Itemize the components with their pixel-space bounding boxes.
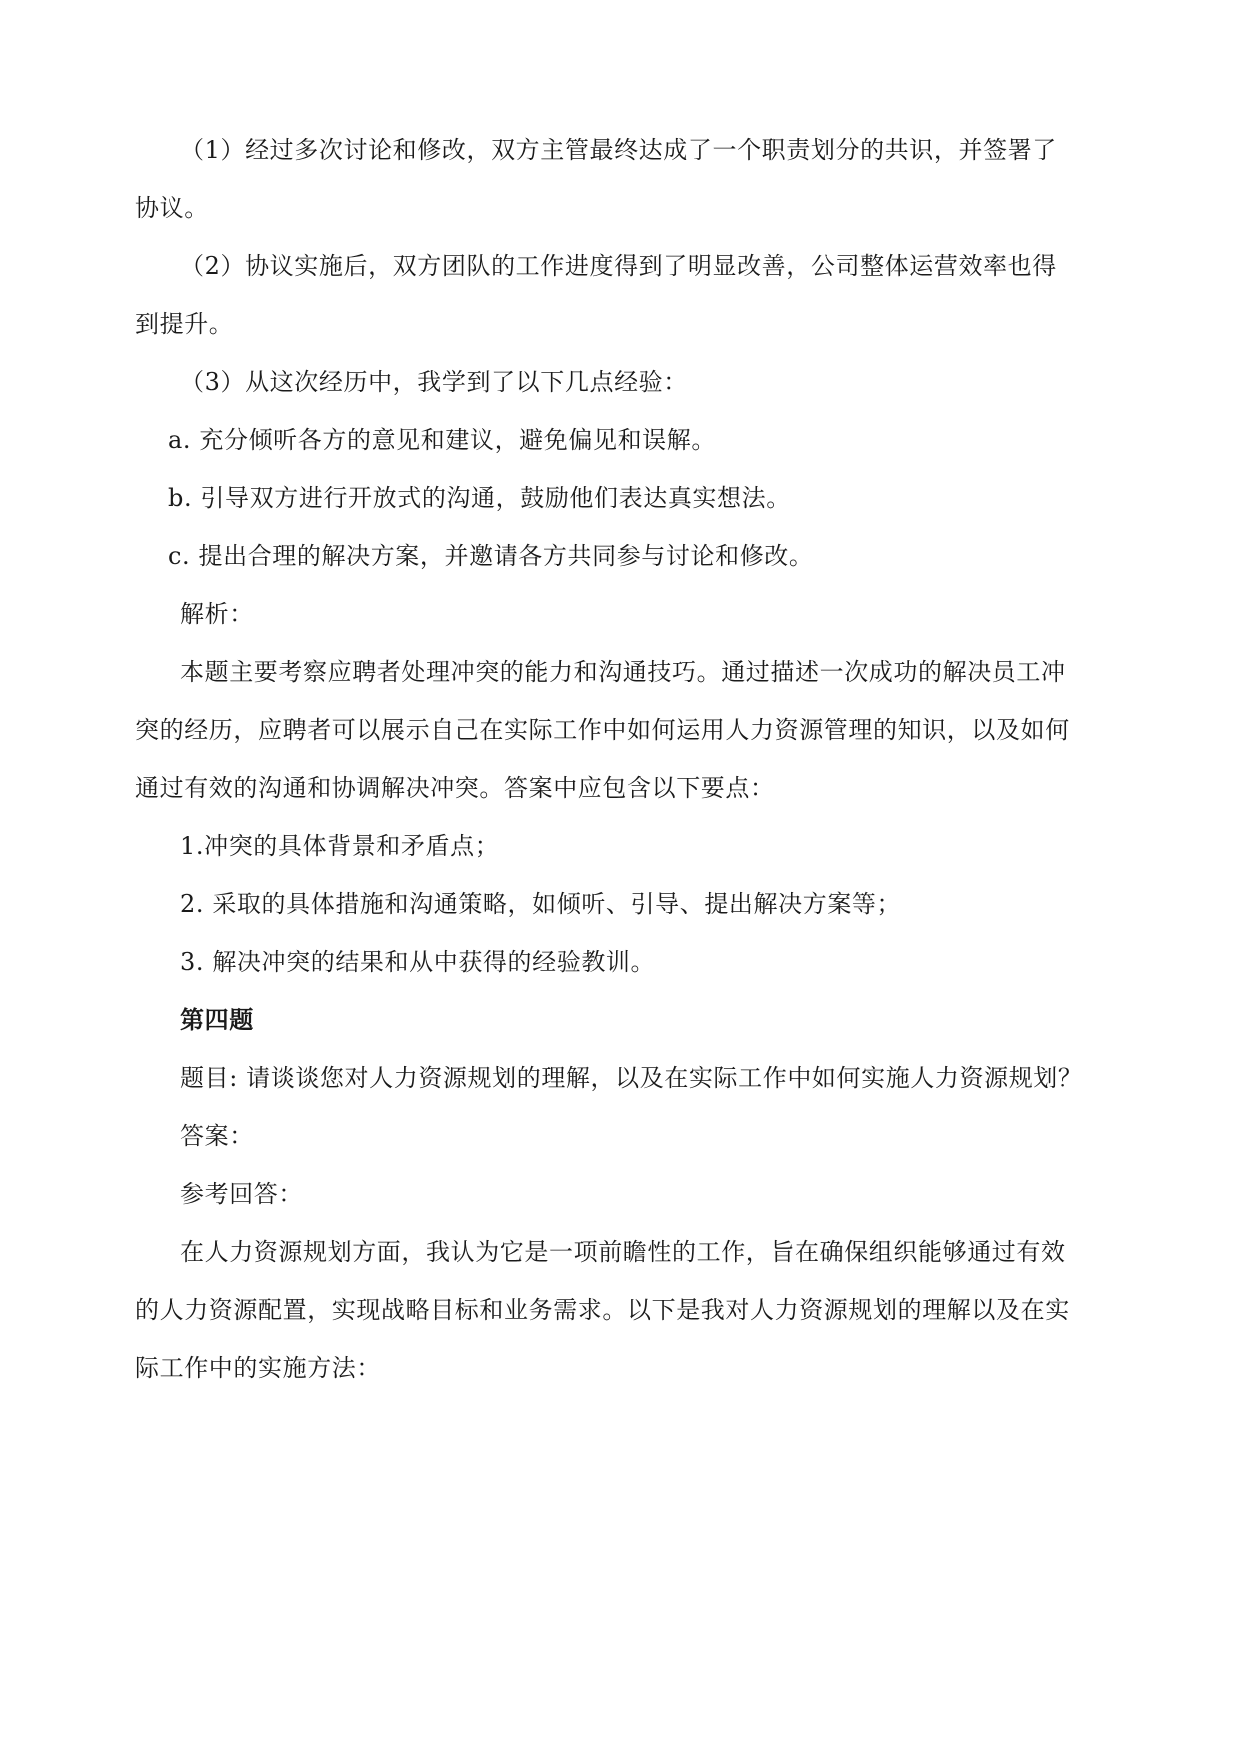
answer-line-3: 际工作中的实施方法： (135, 1354, 381, 1382)
list-item-b: b. 引导双方进行开放式的沟通，鼓励他们表达真实想法。 (168, 484, 791, 512)
point-3: 3. 解决冲突的结果和从中获得的经验教训。 (180, 948, 656, 976)
analysis-line-3: 通过有效的沟通和协调解决冲突。答案中应包含以下要点： (135, 774, 775, 802)
answer-line-1: 在人力资源规划方面，我认为它是一项前瞻性的工作，旨在确保组织能够通过有效 (180, 1238, 1066, 1266)
list-item-c: c. 提出合理的解决方案，并邀请各方共同参与讨论和修改。 (168, 542, 814, 570)
answer-label: 答案： (180, 1122, 254, 1150)
point-2: 2. 采取的具体措施和沟通策略，如倾听、引导、提出解决方案等； (180, 890, 902, 918)
paragraph-1-line-1: （1）经过多次讨论和修改，双方主管最终达成了一个职责划分的共识，并签署了 (180, 136, 1057, 164)
paragraph-1-line-2: 协议。 (135, 194, 209, 222)
analysis-line-1: 本题主要考察应聘者处理冲突的能力和沟通技巧。通过描述一次成功的解决员工冲 (180, 658, 1066, 686)
reference-answer-label: 参考回答： (180, 1180, 303, 1208)
paragraph-2-line-1: （2）协议实施后，双方团队的工作进度得到了明显改善，公司整体运营效率也得 (180, 252, 1057, 280)
paragraph-2-line-2: 到提升。 (135, 310, 234, 338)
question-line: 题目: 请谈谈您对人力资源规划的理解，以及在实际工作中如何实施人力资源规划？ (180, 1064, 1083, 1092)
answer-line-2: 的人力资源配置，实现战略目标和业务需求。以下是我对人力资源规划的理解以及在实 (135, 1296, 1070, 1324)
paragraph-3-line-1: （3）从这次经历中，我学到了以下几点经验： (180, 368, 688, 396)
point-1: 1.冲突的具体背景和矛盾点； (180, 832, 500, 860)
section-heading: 第四题 (180, 1005, 254, 1034)
list-item-a: a. 充分倾听各方的意见和建议，避免偏见和误解。 (168, 426, 716, 454)
analysis-label: 解析： (180, 600, 254, 628)
analysis-line-2: 突的经历，应聘者可以展示自己在实际工作中如何运用人力资源管理的知识，以及如何 (135, 716, 1070, 744)
